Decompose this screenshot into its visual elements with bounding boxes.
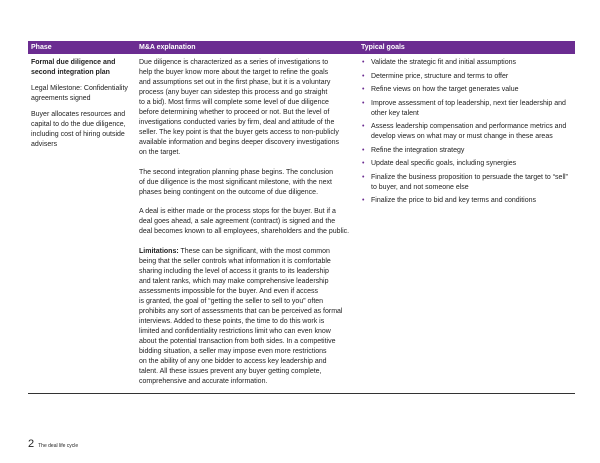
bullet-icon: • [362,99,365,107]
page-number: 2 [28,438,35,450]
goal-item: • Update deal specific goals, including synergies [362,160,517,167]
explanation-para-3: A deal is either made or the process stops for the buyer. But if a deal goes ahead, a sale agreement (contract) is signed and the deal becomes known to all employees, shareholders and the public. [139,208,350,235]
table-header [28,41,575,54]
header-explanation: M&A explanation [139,44,196,51]
bullet-icon: • [362,86,365,93]
bullet-icon: • [362,173,365,181]
explanation-cell [136,58,358,387]
table-row [28,54,575,394]
goal-item: • Determine price, structure and terms to offer [362,72,509,80]
bullet-icon: • [362,146,365,154]
footer-title: The deal life cycle [38,443,79,449]
goal-item: • Validate the strategic fit and initial assumptions [362,59,517,66]
goals-list [361,58,575,206]
legal-milestone: Legal Milestone: Confidentiality agreements signed [31,85,128,102]
bullet-icon: • [362,160,365,167]
bullet-icon: • [362,197,365,204]
explanation-limitations: Limitations: These can be significant, with the most common being that the seller controls what information it is comfortable sharing including the level of access it grants to its leadership and talent ranks, which may make comprehensive leadership assessments impossible for the buyer. And even if access is granted, the goal of “getting the seller to sell to you” often prohibits any sort of assessments that can be perceived as formal interviews. Added to these points, the time to do this work is limited and confidentiality restrictions limit who can even know about the potential transaction from both sides. In a competitive bidding situation, a seller may impose even more restrictions on the ability of any one bidder to access key leadership and talent. All these issues prevent any buyer getting complete, comprehensive and accurate information. [139,247,343,385]
explanation-para-2: The second integration planning phase begins. The conclusion of due diligence is the most significant milestone, with the next phases being contingent on the outcome of due diligence. [139,168,334,196]
bullet-icon: • [362,72,365,80]
explanation-para-1: Due diligence is characterized as a series of investigations to help the buyer know more about the target to refine the goals and assumptions set out in the first phase, but it is a voluntary process (any buyer can sidestep this process and go straight to a bid). Most firms will complete some level of due diligence before determining whether to proceed or not. But the level of investigations conducted varies by firm, deal and attitude of the seller. The key point is that the buyer gets access to non-publicly available information and begins deeper discovery investigations on the target. [139,59,340,156]
goal-item: • Finalize the business proposition to persuade the target to “sell” to buyer, and not someone else [362,173,568,191]
phase-title: Formal due diligence and second integration plan [31,59,116,76]
header-phase: Phase [31,44,52,51]
goal-item: • Refine views on how the target generates value [362,86,519,93]
buyer-allocation: Buyer allocates resources and capital to do the due diligence, including cost of hiring outside advisers [31,111,126,148]
bullet-icon: • [362,59,365,66]
bullet-icon: • [362,123,365,130]
page-footer [28,438,78,450]
goal-item: • Improve assessment of top leadership, next tier leadership and other key talent [362,99,566,117]
header-goals: Typical goals [361,44,405,51]
phase-cell [28,58,136,387]
goal-item: • Assess leadership compensation and performance metrics and develop views on what may or must change in these areas [362,123,567,140]
limitations-label: Limitations: [139,247,179,255]
goal-item: • Finalize the price to bid and key terms and conditions [362,197,536,204]
goal-item: • Refine the integration strategy [362,146,465,154]
deal-phase-table [28,41,575,394]
goals-cell [358,58,575,387]
